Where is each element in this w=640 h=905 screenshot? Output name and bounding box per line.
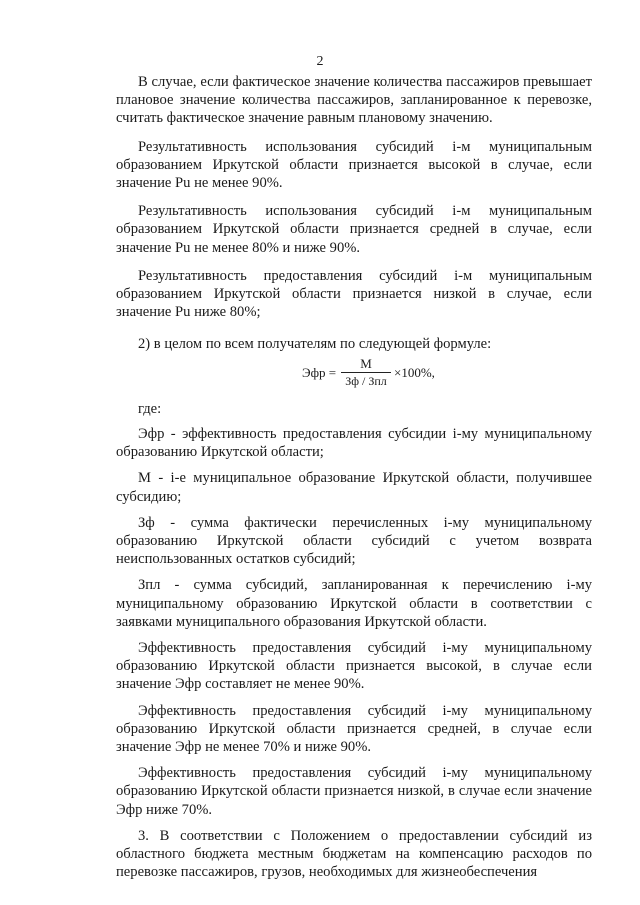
formula-left: Эфр = — [302, 365, 337, 380]
paragraph: Зпл - сумма субсидий, запланированная к перечислению i-му муниципальному образованию Иркутской области в соответствии с заявками муниципального образования Иркутской области. — [116, 577, 592, 630]
paragraph: Результативность использования субсидий i-м муниципальным образованием Иркутской области признается высокой в случае, если значение Pu не менее 90%. — [116, 138, 592, 192]
paragraph: М - i-е муниципальное образование Иркутской области, получившее субсидию; — [116, 470, 592, 505]
formula-right: ×100%, — [394, 365, 435, 380]
paragraph: Зф - сумма фактически перечисленных i-му муниципальному образованию Иркутской области субсидий с учетом возврата неиспользованных остатков субсидий; — [116, 514, 592, 568]
paragraph: Эффективность предоставления субсидий i-му муниципальному образованию Иркутской области признается высокой, в случае если значение Эфр составляет не менее 90%. — [116, 640, 592, 693]
fraction-bar — [341, 372, 391, 373]
paragraph: Эффективность предоставления субсидий i-му муниципальному образованию Иркутской области признается низкой, в случае если значение Эфр ниже 70%. — [116, 765, 592, 818]
paragraph: 2) в целом по всем получателям по следующей формуле: — [138, 336, 492, 353]
paragraph: Эфр - эффективность предоставления субсидии i-му муниципальному образованию Иркутской области; — [116, 426, 592, 461]
text-block-bottom — [116, 425, 592, 881]
where-label: где: — [138, 401, 162, 417]
paragraph: Результативность использования субсидий i-м муниципальным образованием Иркутской области признается средней в случае, если значение Pu не менее 80% и ниже 90%. — [116, 203, 592, 256]
paragraph: Результативность предоставления субсидий i-м муниципальным образованием Иркутской области признается низкой в случае, если значение Pu ниже 80%; — [116, 267, 592, 321]
text-block-top — [116, 73, 592, 354]
formula — [0, 356, 640, 396]
paragraph: В случае, если фактическое значение количества пассажиров превышает плановое значение количества пассажиров, запланированное к перевозке, считать фактическое значение равным плановому значению. — [116, 74, 592, 127]
where-label-block — [116, 400, 592, 418]
formula-numerator: М — [360, 356, 372, 371]
formula-denominator: Зф / Зпл — [345, 374, 387, 388]
paragraph: 3. В соответствии с Положением о предоставлении субсидий из областного бюджета местным бюджетам на компенсацию расходов по перевозке пассажиров, грузов, необходимых для жизнеобеспечения — [116, 827, 592, 881]
page-number: 2 — [316, 54, 324, 69]
formula-fraction — [339, 356, 393, 389]
paragraph: Эффективность предоставления субсидий i-му муниципальному образованию Иркутской области признается средней, в случае если значение Эфр не менее 70% и ниже 90%. — [116, 702, 592, 756]
